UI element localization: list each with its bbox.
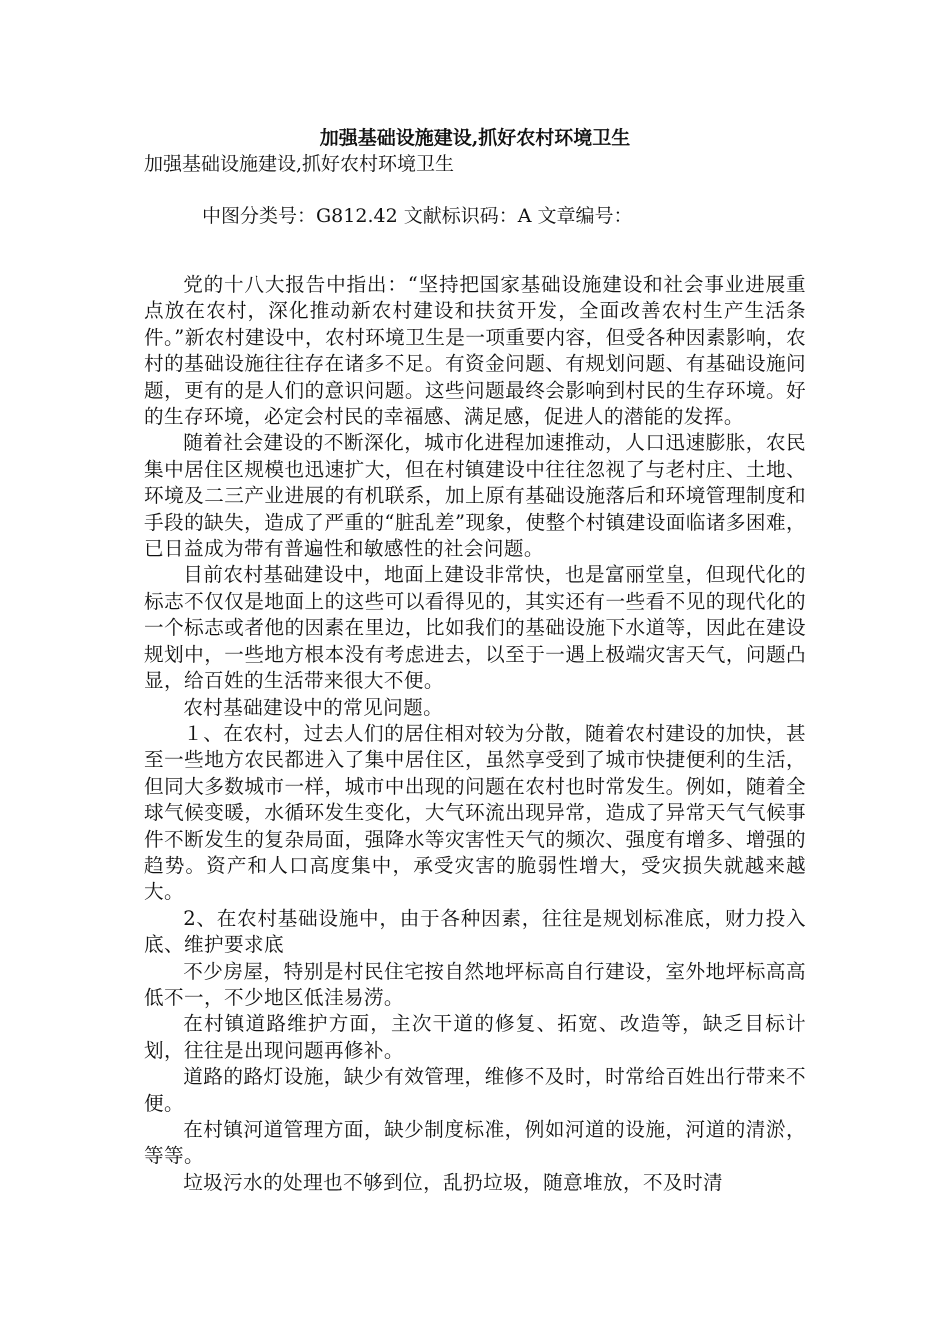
paragraph: 垃圾污水的处理也不够到位，乱扔垃圾，随意堆放，不及时清 xyxy=(183,1170,724,1194)
paragraph: 在村镇河道管理方面，缺少制度标准，例如河道的设施，河道的清淤，等等。 xyxy=(144,1118,806,1168)
paragraph: 随着社会建设的不断深化，城市化进程加速推动，人口迅速膨胀，农民集中居住区规模也迅速扩大，但在村镇建设中往往忽视了与老村庄、土地、环境及二三产业进展的有机联系，加上原有基础设施落后和环境管理制度和手段的缺失，造成了严重的“脏乱差”现象，使整个村镇建设面临诸多困难，已日益成为带有普遍性和敏感性的社会问题。 xyxy=(144,431,806,561)
document-body xyxy=(144,272,806,1196)
paragraph: 农村基础建设中的常见问题。 xyxy=(183,695,444,719)
paragraph: 目前农村基础建设中，地面上建设非常快，也是富丽堂皇，但现代化的标志不仅仅是地面上的这些可以看得见的，其实还有一些看不见的现代化的一个标志或者他的因素在里边，比如我们的基础设施下水道等，因此在建设规划中，一些地方根本没有考虑进去，以至于一遇上极端灾害天气，问题凸显，给百姓的生活带来很大不便。 xyxy=(144,563,806,693)
paragraph: １、在农村，过去人们的居住相对较为分散，随着农村建设的加快，甚至一些地方农民都进入了集中居住区，虽然享受到了城市快捷便利的生活，但同大多数城市一样，城市中出现的问题在农村也时常发生。例如，随着全球气候变暖，水循环发生变化，大气环流出现异常，造成了异常天气气候事件不断发生的复杂局面，强降水等灾害性天气的频次、强度有增多、增强的趋势。资产和人口高度集中，承受灾害的脆弱性增大，受灾损失就越来越大。 xyxy=(144,721,806,904)
paragraph: 不少房屋，特别是村民住宅按自然地坪标高自行建设，室外地坪标高高低不一，不少地区低洼易涝。 xyxy=(144,959,806,1009)
paragraph: 道路的路灯设施，缺少有效管理，维修不及时，时常给百姓出行带来不便。 xyxy=(144,1065,806,1115)
classification-line: 中图分类号：G812.42 文献标识码：A 文章编号： xyxy=(202,205,633,227)
paragraph: 2、在农村基础设施中，由于各种因素，往往是规划标准底，财力投入底、维护要求底 xyxy=(144,906,806,957)
document-subtitle: 加强基础设施建设,抓好农村环境卫生 xyxy=(144,153,455,175)
paragraph: 在村镇道路维护方面，主次干道的修复、拓宽、改造等，缺乏目标计划，往往是出现问题再修补。 xyxy=(144,1012,806,1062)
document-title: 加强基础设施建设,抓好农村环境卫生 xyxy=(319,127,631,149)
paragraph: 党的十八大报告中指出：“坚持把国家基础设施建设和社会事业进展重点放在农村，深化推动新农村建设和扶贫开发，全面改善农村生产生活条件。”新农村建设中，农村环境卫生是一项重要内容，但受各种因素影响，农村的基础设施往往存在诸多不足。有资金问题、有规划问题、有基础设施问题，更有的是人们的意识问题。这些问题最终会影响到村民的生存环境。好的生存环境，必定会村民的幸福感、满足感，促进人的潜能的发挥。 xyxy=(144,273,806,429)
